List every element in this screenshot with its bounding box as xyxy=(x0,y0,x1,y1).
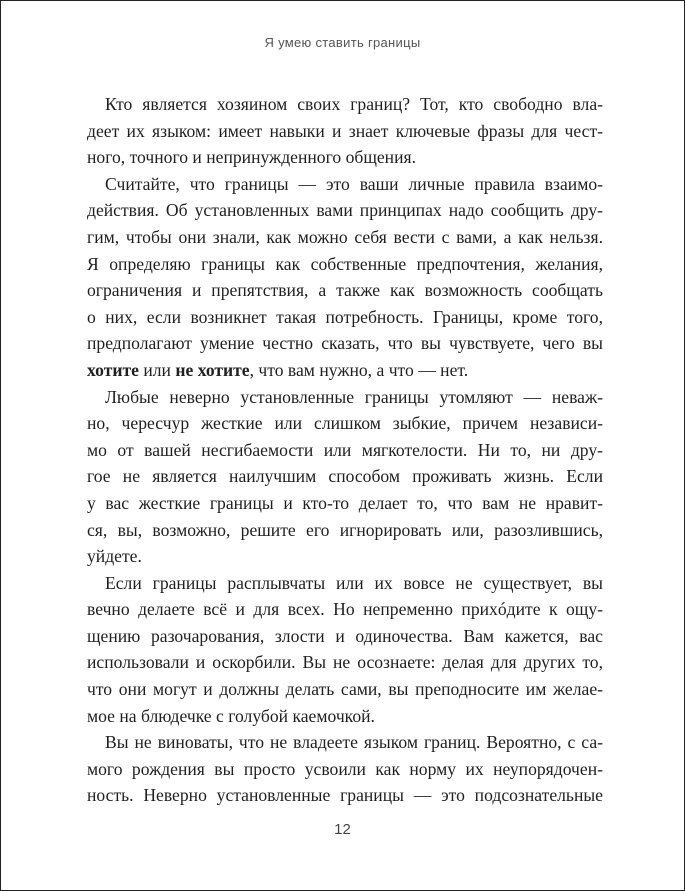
text-line: использовали и оскорбили. Вы не осознаете: делая для других то, xyxy=(87,652,603,673)
text-line: Если границы расплывчаты или их вовсе не существует, вы xyxy=(105,572,603,593)
text-line: вечно делаете всё и для всех. Но непременно прихóдите к ощу- xyxy=(87,599,603,620)
text-line: Любые неверно установленные границы утомляют — неваж- xyxy=(105,386,603,407)
text-line: Вы не виноваты, что не владеете языком границ. Вероятно, с са- xyxy=(105,732,603,753)
text-line: мо от вашей несгибаемости или мягкотелости. Ни то, ни дру- xyxy=(87,439,603,460)
text-line: мого рождения вы просто усвоили как норму их неупорядочен- xyxy=(87,758,603,779)
text-line: ся, вы, возможно, решите его игнорировать или, разозлившись, xyxy=(87,519,603,540)
text-line: о них, если возникнет такая потребность. Границы, кроме того, xyxy=(87,306,603,327)
text-line: мое на блюдечке с голубой каемочкой. xyxy=(87,705,375,726)
text-line: уйдете. xyxy=(87,546,142,567)
text-line: щению разочарования, злости и одиночества. Вам кажется, вас xyxy=(87,625,603,646)
text-fragment: , что вам нужно, а что — нет. xyxy=(249,359,469,380)
text-line: ограничения и препятствия, а также как возможность сообщать xyxy=(87,280,603,301)
text-line: у вас жесткие границы и кто-то делает то, что вам не нравит- xyxy=(87,492,603,513)
page-number: 12 xyxy=(334,821,351,838)
text-line: ного, точного и непринужденного общения. xyxy=(87,147,417,168)
text-line: что они могут и должны делать сами, вы преподносите им желае- xyxy=(87,679,603,700)
text-line: предполагают умение честно сказать, что вы чувствуете, чего вы xyxy=(87,333,603,354)
running-header: Я умею ставить границы xyxy=(264,35,421,50)
text-fragment: или xyxy=(138,359,176,380)
text-line: гим, чтобы они знали, как можно себя вести с вами, а как нельзя. xyxy=(87,226,603,247)
text-line: ность. Неверно установленные границы — это подсознательные xyxy=(87,785,603,806)
text-line: деет их языком: имеет навыки и знает ключевые фразы для чест- xyxy=(87,120,603,141)
text-line-with-emphasis xyxy=(87,357,603,384)
body-text xyxy=(87,91,603,809)
text-line: гое не является наилучшим способом проживать жизнь. Если xyxy=(87,466,603,487)
text-line: но, чересчур жесткие или слишком зыбкие, причем независи- xyxy=(87,413,603,434)
text-line: действия. Об установленных вами принципах надо сообщить дру- xyxy=(87,200,603,221)
text-line: Считайте, что границы — это ваши личные правила взаимо- xyxy=(105,173,603,194)
text-line: Я определяю границы как собственные предпочтения, желания, xyxy=(87,253,603,274)
emphasis-dont-want: не хотите xyxy=(175,359,250,380)
emphasis-want: хотите xyxy=(87,359,139,380)
text-line: Кто является хозяином своих границ? Тот, кто свободно вла- xyxy=(105,94,603,114)
